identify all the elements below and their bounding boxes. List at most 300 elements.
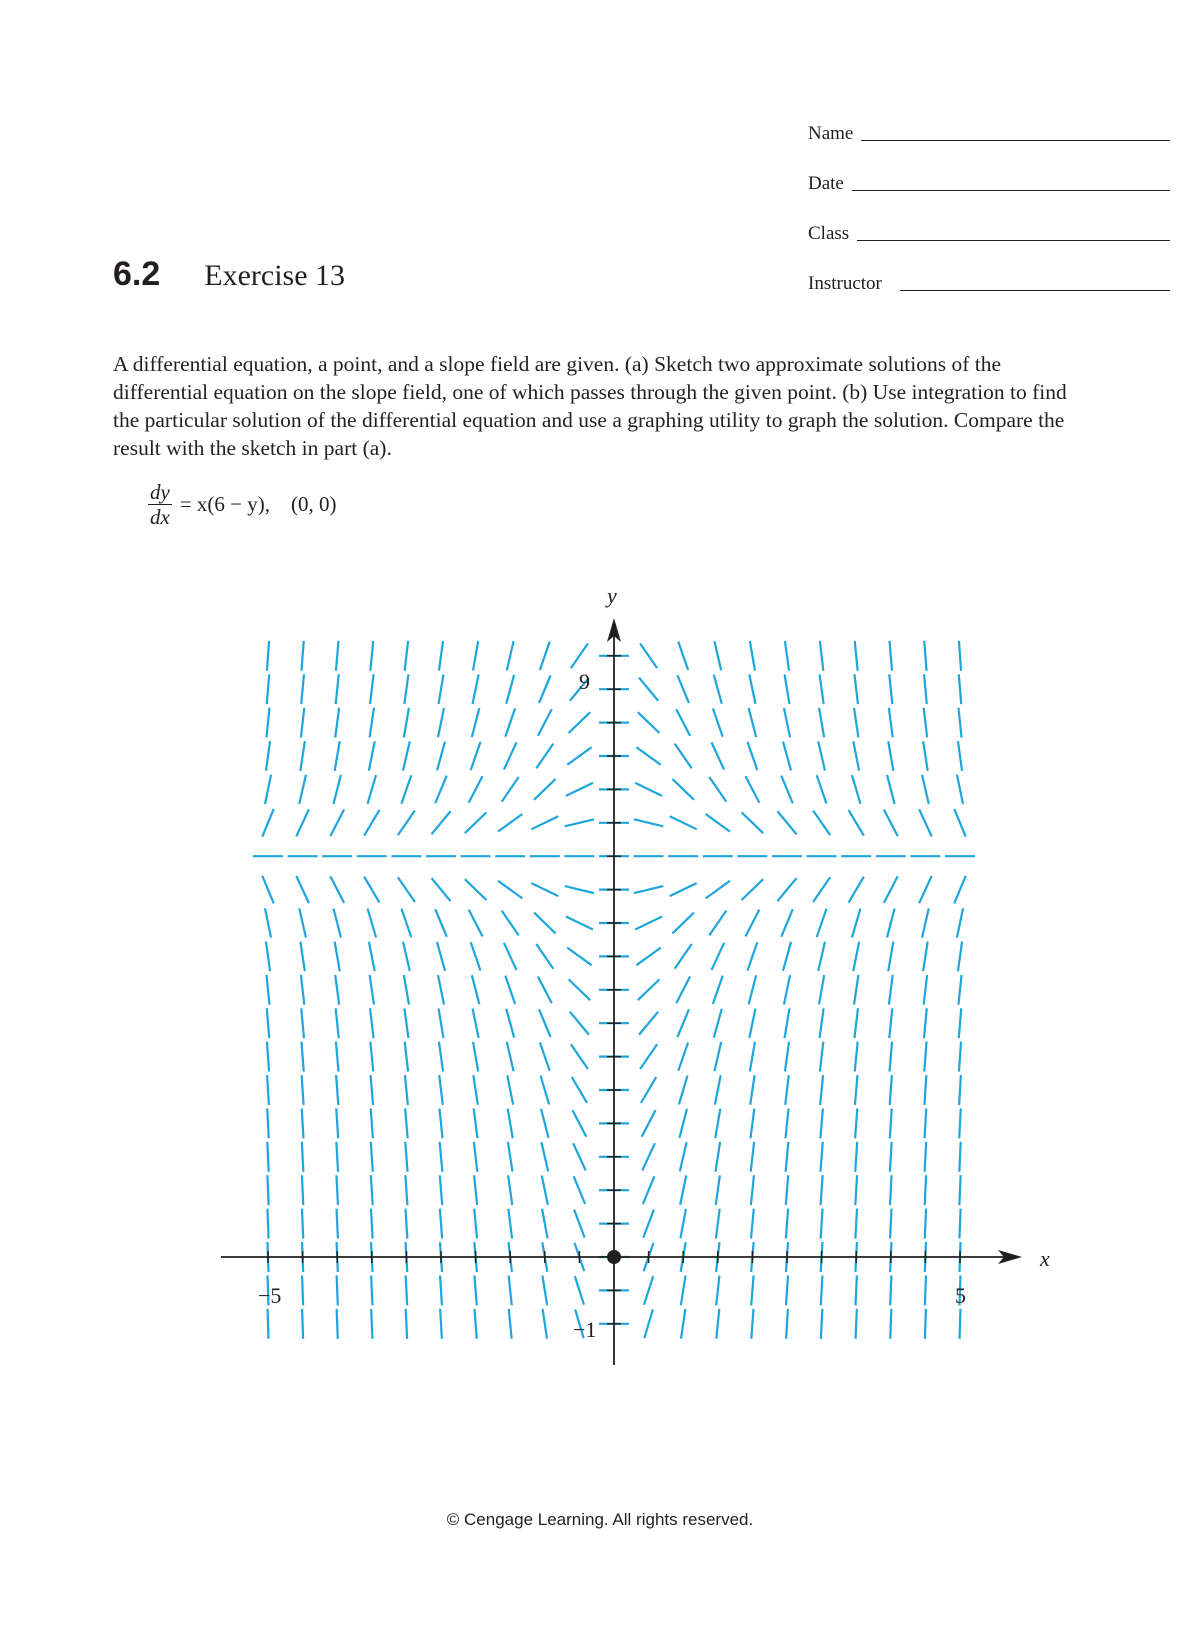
slope-segment xyxy=(402,909,412,937)
slope-segment xyxy=(634,886,663,893)
slope-segment xyxy=(439,1075,443,1105)
slope-segment xyxy=(784,975,790,1004)
slope-segment xyxy=(746,910,760,937)
slope-segment xyxy=(820,1142,822,1172)
slope-segment xyxy=(506,1009,514,1038)
slope-segment xyxy=(266,708,269,738)
slope-segment xyxy=(472,708,480,737)
slope-segment xyxy=(336,1142,338,1172)
slope-segment xyxy=(643,1176,654,1204)
slope-segment xyxy=(265,908,271,937)
slope-segment xyxy=(959,641,961,671)
slope-segment xyxy=(742,879,764,900)
slope-segment xyxy=(268,1309,269,1339)
slope-segment xyxy=(855,1042,858,1072)
slope-segment xyxy=(884,876,898,903)
slope-segment xyxy=(333,775,341,804)
slope-segment xyxy=(746,776,760,803)
slope-segment xyxy=(508,1109,513,1139)
slope-segment xyxy=(542,1276,547,1306)
slope-segment xyxy=(890,1108,892,1138)
slope-segment xyxy=(302,1142,304,1172)
slope-segment xyxy=(364,877,379,903)
slope-segment xyxy=(402,775,412,803)
slope-segment xyxy=(888,942,893,972)
slope-segment xyxy=(364,810,379,836)
y-axis-label: y xyxy=(607,583,617,608)
slope-segment xyxy=(643,1210,654,1238)
fraction-numerator: dy xyxy=(150,480,170,504)
slope-segment xyxy=(890,1175,892,1205)
slope-segment xyxy=(786,1142,789,1172)
slope-segment xyxy=(405,1142,407,1172)
slope-segment xyxy=(954,809,965,837)
slope-segment xyxy=(640,1044,657,1069)
slope-segment xyxy=(531,883,558,896)
slope-segment xyxy=(405,1075,408,1105)
slope-segment xyxy=(506,675,514,704)
slope-segment xyxy=(498,881,522,899)
slope-segment xyxy=(370,1042,373,1072)
slope-segment xyxy=(959,1108,961,1138)
slope-segment xyxy=(818,741,825,770)
slope-segment xyxy=(713,976,723,1004)
slope-segment xyxy=(677,1009,688,1037)
slope-segment xyxy=(924,1042,926,1072)
slope-segment xyxy=(296,809,309,836)
slope-segment xyxy=(403,741,410,770)
slope-segment xyxy=(566,783,593,796)
slope-segment xyxy=(856,1309,857,1339)
slope-segment xyxy=(509,1275,512,1305)
slope-segment xyxy=(267,1108,269,1138)
slope-segment xyxy=(431,878,450,901)
slope-segment xyxy=(267,1008,269,1038)
slope-segment xyxy=(849,810,864,836)
slope-segment xyxy=(405,1042,408,1072)
slope-segment xyxy=(636,747,660,765)
slope-segment xyxy=(571,1044,588,1069)
slope-segment xyxy=(572,1077,587,1103)
slope-segment xyxy=(369,942,375,971)
slope-segment xyxy=(750,641,755,671)
slope-segment xyxy=(644,1276,653,1305)
slope-segment xyxy=(639,678,658,701)
slope-segment xyxy=(474,1275,476,1305)
slope-segment xyxy=(855,1075,858,1105)
slope-segment xyxy=(781,909,792,937)
slope-segment xyxy=(299,775,306,804)
slope-segment xyxy=(715,1109,720,1139)
slope-segment xyxy=(335,975,339,1005)
slope-segment xyxy=(959,1042,961,1072)
slope-segment xyxy=(853,741,859,770)
slope-segment xyxy=(635,916,662,929)
slope-segment xyxy=(959,1075,961,1105)
slope-segment xyxy=(855,1175,857,1205)
slope-segment xyxy=(890,1309,891,1339)
slope-segment xyxy=(406,1275,408,1305)
slope-segment xyxy=(471,742,481,770)
slope-segment xyxy=(302,1309,303,1339)
slope-segment xyxy=(777,878,796,901)
section-number: 6.2 xyxy=(113,255,161,293)
slope-segment xyxy=(336,1175,338,1205)
slope-segment xyxy=(925,1209,926,1239)
slope-segment xyxy=(742,812,764,833)
slope-segment xyxy=(672,913,694,934)
slope-segment xyxy=(370,708,374,738)
slope-segment xyxy=(714,1042,721,1071)
slope-segment xyxy=(751,1142,754,1172)
slope-segment xyxy=(574,1210,585,1238)
slope-segment xyxy=(465,879,487,900)
slope-segment xyxy=(474,1309,476,1339)
slope-segment xyxy=(440,1209,442,1239)
slope-segment xyxy=(670,816,697,829)
slope-segment xyxy=(502,777,519,802)
y-ticks xyxy=(607,656,621,1324)
slope-segment xyxy=(785,1042,789,1072)
slope-segment xyxy=(403,942,410,971)
slope-segment xyxy=(959,1209,960,1239)
exercise-title: Exercise 13 xyxy=(204,259,346,292)
slope-segment xyxy=(638,979,660,1000)
slope-segment xyxy=(820,1108,823,1138)
slope-segment xyxy=(781,776,792,804)
slope-segment xyxy=(267,1175,268,1205)
slope-segment xyxy=(820,1042,823,1072)
slope-segment xyxy=(749,1009,755,1038)
slope-segment xyxy=(855,1142,857,1172)
slope-segment xyxy=(958,741,962,771)
slope-segment xyxy=(958,942,962,972)
slope-segment xyxy=(505,976,515,1004)
slope-segment xyxy=(959,1142,960,1172)
slope-segment xyxy=(786,1209,788,1239)
slope-segment xyxy=(440,1142,443,1172)
equation-rhs: = x(6 − y), (0, 0) xyxy=(179,492,337,516)
slope-segment xyxy=(267,674,269,704)
slope-segment xyxy=(716,1142,721,1172)
slope-segment xyxy=(569,712,591,733)
slope-segment xyxy=(435,909,446,937)
slope-segment xyxy=(890,1275,891,1305)
y-max-tick-label: 9 xyxy=(579,669,590,694)
slope-segment xyxy=(540,1042,550,1070)
slope-segment xyxy=(960,1309,961,1339)
slope-segment xyxy=(675,744,692,769)
slope-segment xyxy=(336,1108,338,1138)
slope-segment xyxy=(856,1275,857,1305)
slope-segment xyxy=(474,1209,477,1239)
slope-segment xyxy=(821,1309,822,1339)
slope-segment xyxy=(890,1209,891,1239)
slope-segment xyxy=(330,809,344,836)
slope-segment xyxy=(398,877,415,902)
y-min-tick-label: −1 xyxy=(573,1317,597,1342)
slope-segment xyxy=(786,1275,788,1305)
slope-segment xyxy=(924,975,927,1005)
slope-segment xyxy=(855,641,858,671)
slope-segment xyxy=(678,1042,688,1070)
slope-segment xyxy=(821,1209,823,1239)
slope-segment xyxy=(714,641,721,670)
slope-segment xyxy=(336,1042,339,1072)
slope-segment xyxy=(924,1008,927,1038)
x-axis-label: x xyxy=(1040,1246,1050,1271)
slope-segment xyxy=(817,775,827,803)
slope-segment xyxy=(820,1075,823,1105)
instructor-label: Instructor xyxy=(808,273,882,294)
slope-segment xyxy=(508,1209,512,1239)
slope-segment xyxy=(924,708,927,738)
slope-segment xyxy=(336,674,339,704)
problem-text: A differential equation, a point, and a slope field are given. (a) Sketch two approximate solutions of the differential equation on the slope field, one of which passes through the given point. (b) Use integration to find the particular solution of the differential equation and use a graphing utility to graph the solution. Compare the result with the sketch in part (a). xyxy=(113,352,1067,460)
slope-segment xyxy=(852,909,861,938)
slope-segment xyxy=(465,812,487,833)
slope-segment xyxy=(539,1009,550,1037)
slope-segment xyxy=(679,1076,688,1105)
given-point-marker xyxy=(607,1250,621,1264)
slope-segment xyxy=(471,942,481,970)
slope-segment xyxy=(784,708,790,737)
slope-segment xyxy=(785,1008,790,1038)
slope-segment xyxy=(469,910,483,937)
slope-segment xyxy=(371,1075,374,1105)
slope-segment xyxy=(267,641,269,671)
slope-segment xyxy=(296,876,309,903)
slope-segment xyxy=(437,742,445,771)
slope-segment xyxy=(266,741,270,771)
slope-segment xyxy=(679,1109,687,1138)
slope-segment xyxy=(887,775,895,804)
slope-segment xyxy=(852,775,861,804)
slope-segment xyxy=(370,975,374,1005)
slope-segment xyxy=(783,742,791,771)
slope-segment xyxy=(748,942,758,970)
slope-segment xyxy=(267,1042,269,1072)
slope-segment xyxy=(786,1309,788,1339)
slope-segment xyxy=(954,876,965,904)
slope-segment xyxy=(785,674,790,704)
slope-segment xyxy=(267,1209,268,1239)
slope-segment xyxy=(751,1175,754,1205)
slope-segment xyxy=(813,877,830,902)
slope-segment xyxy=(404,975,409,1005)
slope-segment xyxy=(473,641,478,671)
slope-segment xyxy=(439,1042,443,1072)
slope-segment xyxy=(818,942,825,971)
slope-segment xyxy=(783,942,791,971)
x-max-tick-label: 5 xyxy=(955,1283,966,1308)
slope-segment xyxy=(542,1209,548,1238)
slope-segment xyxy=(855,1108,857,1138)
slope-segment xyxy=(336,1209,337,1239)
slope-segment xyxy=(405,1175,407,1205)
slope-segment xyxy=(300,942,305,972)
slope-segment xyxy=(541,1109,549,1138)
slope-segment xyxy=(438,975,444,1004)
slope-segment xyxy=(439,1008,444,1038)
copyright-footer: © Cengage Learning. All rights reserved. xyxy=(446,1510,754,1529)
slope-segment xyxy=(640,643,657,668)
slope-segment xyxy=(531,816,558,829)
slope-segment xyxy=(820,674,824,704)
slope-segment xyxy=(567,948,591,966)
slope-segment xyxy=(543,1309,547,1339)
slope-segment xyxy=(785,1075,789,1105)
slope-segment xyxy=(716,1209,720,1239)
slope-segment xyxy=(473,1075,477,1105)
slope-segment xyxy=(642,1110,656,1137)
slope-segment xyxy=(371,1209,373,1239)
slope-segment xyxy=(750,1109,754,1139)
slope-segment xyxy=(716,1175,720,1205)
slope-segment xyxy=(404,674,408,704)
slope-segment xyxy=(712,742,725,769)
slope-segment xyxy=(301,641,303,671)
slope-segment xyxy=(262,809,273,837)
slope-segment xyxy=(333,908,341,937)
slope-segment xyxy=(714,675,722,704)
slope-segment xyxy=(509,1309,512,1339)
slope-segment xyxy=(677,675,688,703)
slope-segment xyxy=(713,708,723,736)
slope-segment xyxy=(335,741,340,771)
slope-segment xyxy=(919,809,932,836)
slope-segment xyxy=(469,776,483,803)
slope-segment xyxy=(370,1008,374,1038)
slope-segment xyxy=(751,1309,753,1339)
slope-segment xyxy=(813,810,830,835)
slope-segment xyxy=(404,1008,408,1038)
slope-segment xyxy=(567,747,591,765)
slope-segment xyxy=(749,975,757,1004)
slope-segment xyxy=(786,1175,788,1205)
slope-segment xyxy=(302,1108,304,1138)
slope-segment xyxy=(748,742,758,770)
slope-segment xyxy=(574,1176,585,1204)
fraction-denominator: dx xyxy=(150,505,170,529)
slope-segment xyxy=(330,876,344,903)
slope-segment xyxy=(888,741,893,771)
slope-segment xyxy=(300,741,305,771)
slope-segment xyxy=(473,675,479,704)
slope-segment xyxy=(959,1175,960,1205)
slope-segment xyxy=(639,1012,658,1035)
slope-segment xyxy=(336,1008,339,1038)
slope-segment xyxy=(854,708,858,738)
slope-segment xyxy=(636,948,660,966)
slope-segment xyxy=(437,942,445,971)
slope-segment xyxy=(750,1042,755,1072)
slope-segment xyxy=(569,979,591,1000)
slope-segment xyxy=(301,674,304,704)
slope-segment xyxy=(573,1110,587,1137)
slope-segment xyxy=(820,641,823,671)
date-label: Date xyxy=(808,173,844,194)
slope-segment xyxy=(266,942,270,972)
slope-segment xyxy=(680,1142,687,1171)
slope-segment xyxy=(301,975,304,1005)
slope-segment xyxy=(854,1008,858,1038)
slope-segment xyxy=(854,674,858,704)
slope-segment xyxy=(887,908,895,937)
slope-segment xyxy=(439,674,444,704)
slope-segment xyxy=(507,1042,514,1071)
slope-segment xyxy=(958,708,961,738)
slope-segment xyxy=(644,1309,653,1338)
slope-segment xyxy=(508,1175,512,1205)
slope-segment xyxy=(749,708,757,737)
slope-segment xyxy=(536,744,553,769)
slope-segment xyxy=(371,1309,372,1339)
slope-segment xyxy=(504,943,517,970)
slope-segment xyxy=(889,708,893,738)
slope-segment xyxy=(889,1008,892,1038)
slope-segment xyxy=(371,1108,373,1138)
slope-segment xyxy=(819,975,824,1005)
slope-segment xyxy=(925,1175,926,1205)
slope-segment xyxy=(540,642,550,670)
slope-segment xyxy=(302,1209,303,1239)
slope-segment xyxy=(262,876,273,904)
slope-segment xyxy=(634,819,663,826)
slope-segment xyxy=(404,708,409,738)
slope-segment xyxy=(925,1309,926,1339)
slope-segment xyxy=(302,1075,304,1105)
slope-segment xyxy=(919,876,932,903)
slope-segment xyxy=(821,1175,823,1205)
slope-segment xyxy=(536,944,553,969)
slope-segment xyxy=(473,1009,479,1038)
slope-segment xyxy=(712,943,725,970)
slope-segment xyxy=(539,675,550,703)
name-label: Name xyxy=(808,123,854,144)
slope-segment xyxy=(638,712,660,733)
slope-segment xyxy=(922,775,929,804)
slope-segment xyxy=(474,1175,477,1205)
slope-segment xyxy=(922,908,929,937)
slope-segment xyxy=(502,911,519,936)
slope-segment xyxy=(749,675,755,704)
slope-segment xyxy=(575,1276,584,1305)
slope-segment xyxy=(370,674,374,704)
slope-segment xyxy=(925,1142,927,1172)
slope-segment xyxy=(498,814,522,832)
slope-segment xyxy=(890,1142,892,1172)
slope-segment xyxy=(504,742,517,769)
slope-segment xyxy=(435,776,446,804)
slope-segment xyxy=(715,1075,721,1104)
slope-segment xyxy=(301,1042,303,1072)
slope-segment xyxy=(958,975,961,1005)
slope-segment xyxy=(405,641,408,671)
slope-segment xyxy=(855,1209,857,1239)
slope-segment xyxy=(957,908,963,937)
slope-segment xyxy=(681,1276,686,1306)
slope-segment xyxy=(854,975,858,1005)
slope-segment xyxy=(371,1142,373,1172)
slope-segment xyxy=(817,909,827,937)
slope-segment xyxy=(923,741,928,771)
slope-segment xyxy=(565,886,594,893)
slope-segment xyxy=(785,1108,788,1138)
slope-segment xyxy=(959,674,961,704)
slope-segment xyxy=(716,1275,719,1305)
slope-segment xyxy=(541,1142,548,1171)
